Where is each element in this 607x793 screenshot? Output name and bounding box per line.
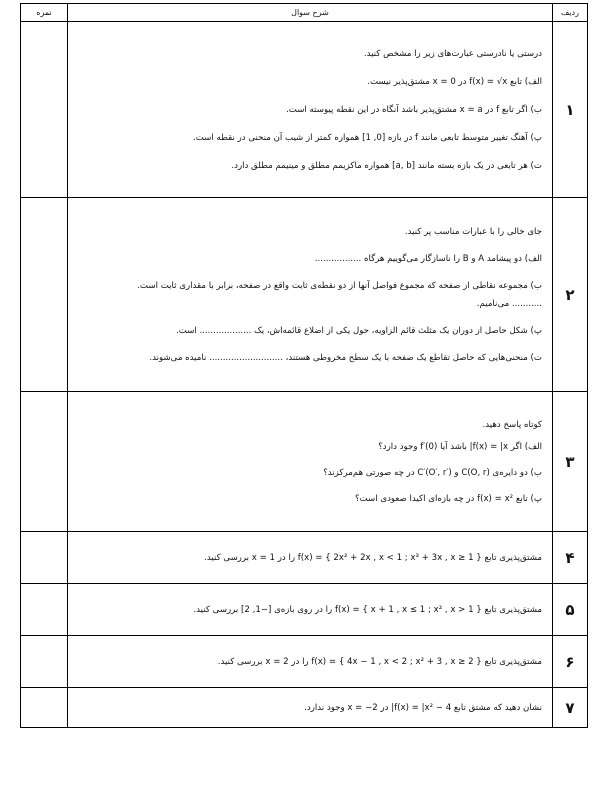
question-row-2 xyxy=(21,198,588,392)
question-body-6 xyxy=(68,636,553,688)
question-number-7: ۷ xyxy=(553,688,588,728)
q3-line: پ) تابع f(x) = x² در چه بازه‌ای اکیدا صعودی است؟ xyxy=(355,493,542,504)
header-row-number: ردیف xyxy=(553,4,588,22)
question-number-1: ۱ xyxy=(553,22,588,198)
q2-line: پ) شکل حاصل از دوران یک مثلث قائم الزاویه، حول یکی از اضلاع قائمه‌اش، یک ................... است. xyxy=(175,325,542,336)
score-cell-6[interactable] xyxy=(21,636,68,688)
question-row-5 xyxy=(21,584,588,636)
question-number-2: ۲ xyxy=(553,198,588,392)
q7-line: نشان دهید که مشتق تابع f(x) = |x² − 4| در x = −2 وجود ندارد. xyxy=(304,702,542,713)
question-number-5: ۵ xyxy=(553,584,588,636)
q2-line: ........... می‌نامیم. xyxy=(476,298,542,309)
q1-line: الف) تابع f(x) = √x در x = 0 مشتق‌پذیر نیست. xyxy=(367,76,542,87)
header-question: شرح سوال xyxy=(68,4,553,22)
question-body-4 xyxy=(68,532,553,584)
q1-line: ب) اگر تابع f در x = a مشتق‌پذیر باشد آنگاه در این نقطه پیوسته است. xyxy=(286,104,542,115)
q3-line: کوتاه پاسخ دهید. xyxy=(482,419,542,430)
score-cell-4[interactable] xyxy=(21,532,68,584)
q3-line: ب) دو دایره‌ی C(O, r) و C′(O′, r′) در چه صورتی هم‌مرکزند؟ xyxy=(323,467,542,478)
score-cell-7[interactable] xyxy=(21,688,68,728)
q2-line: ت) منحنی‌هایی که حاصل تقاطع یک صفحه با یک سطح مخروطی هستند، ........................... نامیده می‌شوند. xyxy=(149,352,542,363)
header-row xyxy=(21,4,588,22)
question-number-3: ۳ xyxy=(553,392,588,532)
q2-line: ب) مجموعه نقاطی از صفحه که مجموع فواصل آنها از دو نقطه‌ی ثابت واقع در صفحه، برابر با مقداری ثابت است. xyxy=(137,280,542,291)
exam-sheet xyxy=(20,3,588,730)
score-cell-2[interactable] xyxy=(21,198,68,392)
q3-line: الف) اگر f(x) = |x| باشد آیا f′(0) وجود دارد؟ xyxy=(378,441,542,452)
question-number-6: ۶ xyxy=(553,636,588,688)
question-body-7 xyxy=(68,688,553,728)
q4-line: مشتق‌پذیری تابع f(x) = { 2x² + 2x , x < 1 ; x³ + 3x , x ≥ 1 } را در x = 1 بررسی کنید. xyxy=(204,552,542,563)
score-cell-5[interactable] xyxy=(21,584,68,636)
question-row-3 xyxy=(21,392,588,532)
question-body-2 xyxy=(68,198,553,392)
header-score: نمره xyxy=(21,4,68,22)
q1-line: ت) هر تابعی در یک بازه بسته مانند [a, b] همواره ماکزیمم مطلق و مینیمم مطلق دارد. xyxy=(231,160,542,171)
question-body-1 xyxy=(68,22,553,198)
score-cell-1[interactable] xyxy=(21,22,68,198)
question-row-6 xyxy=(21,636,588,688)
q1-line: درستی یا نادرستی عبارت‌های زیر را مشخص کنید. xyxy=(363,48,542,59)
score-cell-3[interactable] xyxy=(21,392,68,532)
q2-line: الف) دو پیشامد A و B را ناسازگار می‌گوییم هرگاه ................. xyxy=(314,253,542,264)
q2-line: جای خالی را با عبارات مناسب پر کنید. xyxy=(404,226,542,237)
q5-line: مشتق‌پذیری تابع f(x) = { x + 1 , x ≤ 1 ; x² , x > 1 } را در روی بازه‌ی [−1, 2] بررسی کنید. xyxy=(193,604,542,615)
question-row-1 xyxy=(21,22,588,198)
q6-line: مشتق‌پذیری تابع f(x) = { 4x − 1 , x < 2 ; x² + 3 , x ≥ 2 } را در x = 2 بررسی کنید. xyxy=(217,656,542,667)
question-body-3 xyxy=(68,392,553,532)
question-row-4 xyxy=(21,532,588,584)
q1-line: پ) آهنگ تغییر متوسط تابعی مانند f در بازه [0, 1] همواره کمتر از شیب آن منحنی در نقطه است. xyxy=(193,132,542,143)
questions-table xyxy=(20,3,588,728)
question-row-7 xyxy=(21,688,588,728)
question-body-5 xyxy=(68,584,553,636)
question-number-4: ۴ xyxy=(553,532,588,584)
